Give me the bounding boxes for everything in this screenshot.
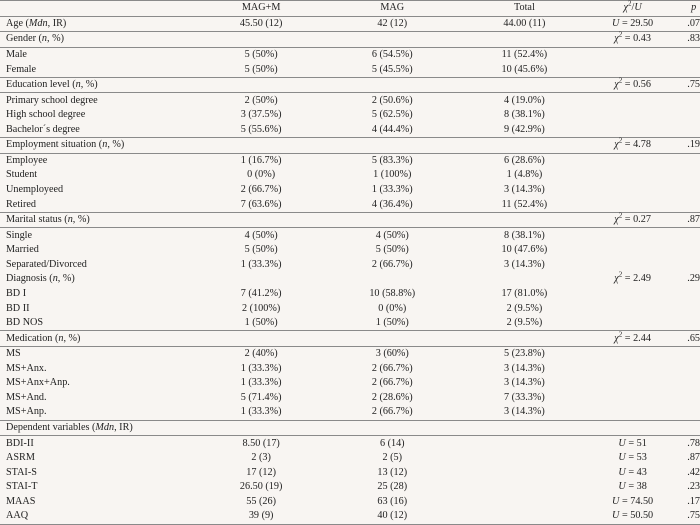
- table-row: [0, 495, 700, 510]
- mag-m-value: [203, 331, 314, 347]
- table-row: [0, 168, 700, 183]
- p-value: [681, 316, 700, 331]
- p-value: .75: [681, 77, 700, 93]
- total-value: 17 (81.0%): [501, 287, 548, 299]
- p-value: [681, 108, 700, 123]
- total-value: [465, 77, 578, 93]
- mag-m-value: 2 (50%): [203, 93, 314, 108]
- p-value: [681, 168, 700, 183]
- p-value: [681, 62, 700, 77]
- total-value: 3 (14.3%): [504, 258, 545, 270]
- test-statistic: U = 74.50: [612, 495, 654, 507]
- total-value: 5 (23.8%): [465, 346, 578, 361]
- total-value: [465, 465, 578, 480]
- p-value: [681, 93, 700, 108]
- mag-m-value: 1 (50%): [244, 317, 278, 329]
- mag-value: 2 (28.6%): [371, 391, 413, 403]
- mag-m-value: 8.50 (17): [203, 436, 314, 451]
- mag-value: 3 (60%): [314, 346, 465, 361]
- test-statistic: $\chi^2 = 0.43$: [578, 32, 681, 48]
- table-group-row: [0, 138, 700, 154]
- total-value: [465, 495, 578, 510]
- table-row: [0, 391, 700, 406]
- p-value: .29: [687, 273, 700, 285]
- mag-m-value: 45.50 (12): [203, 16, 314, 32]
- mag-value: 2 (66.7%): [371, 258, 413, 270]
- test-statistic: [578, 228, 681, 243]
- test-statistic: [578, 168, 681, 183]
- test-statistic: $\chi^2 = 0.56$: [578, 77, 681, 93]
- table-row: [0, 346, 700, 361]
- total-value: 3 (14.3%): [504, 377, 545, 389]
- mag-value: 13 (12): [377, 466, 408, 478]
- mag-m-value: 39 (9): [203, 509, 314, 524]
- mag-m-value: 1 (33.3%): [240, 377, 282, 389]
- total-value: [465, 451, 578, 466]
- row-label: ASRM: [6, 452, 35, 464]
- row-label: Single: [0, 228, 203, 243]
- p-value: [681, 183, 700, 198]
- p-value: [681, 346, 700, 361]
- total-value: [465, 436, 578, 451]
- row-label: BDI-II: [0, 436, 203, 451]
- mag-m-value: 5 (50%): [244, 244, 278, 256]
- mag-m-value: 7 (41.2%): [240, 287, 282, 299]
- mag-m-value: 55 (26): [246, 495, 276, 507]
- p-value: [681, 197, 700, 212]
- test-statistic: $\chi^2 = 4.78$: [578, 138, 681, 154]
- table-body: [0, 16, 700, 524]
- row-label: Female: [6, 63, 36, 75]
- test-statistic: [578, 391, 681, 406]
- group-label: Employment situation (n, %): [0, 138, 203, 154]
- test-statistic: [578, 123, 681, 138]
- header-p: p: [681, 1, 700, 17]
- test-statistic: [578, 47, 681, 62]
- mag-m-value: [203, 77, 314, 93]
- header-variable: [0, 1, 203, 17]
- table-group-row: [0, 212, 700, 228]
- table-row: [0, 228, 700, 243]
- mag-m-value: 0 (0%): [247, 169, 276, 181]
- mag-value: 4 (50%): [314, 228, 465, 243]
- row-label: Unemployeed: [6, 184, 64, 196]
- group-label: Gender (n, %): [0, 32, 203, 48]
- p-value: .17: [687, 495, 700, 507]
- p-value: [681, 301, 700, 316]
- p-value: .19: [681, 138, 700, 154]
- table-row: [0, 451, 700, 466]
- row-label: Employee: [0, 153, 203, 168]
- row-label: Married: [6, 244, 39, 256]
- header-stat: $\chi^2/U$: [578, 1, 681, 17]
- mag-value: 10 (58.8%): [369, 287, 416, 299]
- total-value: [465, 480, 578, 495]
- mag-value: [314, 138, 465, 154]
- mag-value: 4 (44.4%): [371, 123, 413, 135]
- mag-value: 2 (66.7%): [371, 362, 413, 374]
- table-row: [0, 465, 700, 480]
- test-statistic: U = 43: [618, 466, 647, 478]
- mag-value: 6 (54.5%): [314, 47, 465, 62]
- total-value: 1 (4.8%): [506, 169, 543, 181]
- p-value: [681, 123, 700, 138]
- mag-value: [314, 32, 465, 48]
- mag-value: [314, 212, 465, 228]
- row-label: Male: [0, 47, 203, 62]
- table-row: [0, 287, 700, 302]
- mag-m-value: 26.50 (19): [239, 481, 283, 493]
- p-value: .75: [681, 509, 700, 524]
- p-value: [681, 376, 700, 391]
- total-value: 4 (19.0%): [465, 93, 578, 108]
- total-value: [465, 272, 578, 287]
- table-group-row: [0, 16, 700, 32]
- test-statistic: [578, 243, 681, 258]
- total-value: 2 (9.5%): [506, 317, 543, 329]
- table-row: [0, 316, 700, 331]
- total-value: [465, 138, 578, 154]
- group-label: Marital status (n, %): [0, 212, 203, 228]
- table-group-row: [0, 32, 700, 48]
- mag-value: [314, 420, 465, 436]
- p-value: .87: [687, 452, 700, 464]
- p-value: .07: [681, 16, 700, 32]
- total-value: 10 (47.6%): [501, 244, 548, 256]
- mag-m-value: 2 (100%): [242, 302, 281, 314]
- p-value: .87: [681, 212, 700, 228]
- p-value: .83: [681, 32, 700, 48]
- mag-value: 1 (33.3%): [371, 184, 413, 196]
- group-label: Dependent variables (Mdn, IR): [0, 420, 203, 436]
- mag-m-value: 7 (63.6%): [240, 198, 282, 210]
- row-label: MS+Anx.: [6, 362, 47, 374]
- row-label: Separated/Divorced: [6, 258, 87, 270]
- mag-m-value: 3 (37.5%): [240, 109, 282, 121]
- table-row: [0, 123, 700, 138]
- total-value: [465, 32, 578, 48]
- mag-m-value: 2 (3): [251, 452, 271, 464]
- test-statistic: U = 38: [618, 481, 647, 493]
- mag-value: 0 (0%): [378, 302, 407, 314]
- mag-value: 1 (50%): [375, 317, 409, 329]
- row-label: Retired: [6, 198, 36, 210]
- mag-value: 5 (83.3%): [314, 153, 465, 168]
- mag-value: 40 (12): [314, 509, 465, 524]
- p-value: [681, 243, 700, 258]
- table-row: [0, 480, 700, 495]
- group-label: Diagnosis (n, %): [6, 273, 75, 285]
- mag-m-value: 17 (12): [246, 466, 276, 478]
- mag-value: 5 (62.5%): [371, 109, 413, 121]
- p-value: [681, 258, 700, 273]
- p-value: [681, 287, 700, 302]
- mag-value: 5 (50%): [375, 244, 409, 256]
- test-statistic: [578, 301, 681, 316]
- row-label: MAAS: [6, 495, 36, 507]
- total-value: [465, 420, 578, 436]
- mag-m-value: 1 (33.3%): [240, 258, 282, 270]
- row-label: MS+And.: [6, 391, 47, 403]
- row-label: BD NOS: [6, 317, 44, 329]
- table-row: [0, 183, 700, 198]
- total-value: 7 (33.3%): [504, 391, 545, 403]
- mag-m-value: 2 (40%): [203, 346, 314, 361]
- mag-value: 6 (14): [314, 436, 465, 451]
- header-mag: MAG: [314, 1, 465, 17]
- total-value: 11 (52.4%): [465, 47, 578, 62]
- table-group-row: [0, 420, 700, 436]
- row-label: STAI-T: [6, 481, 38, 493]
- table-row: [0, 258, 700, 273]
- mag-value: 2 (50.6%): [314, 93, 465, 108]
- test-statistic: [578, 287, 681, 302]
- header-mag-m: MAG+M: [203, 1, 314, 17]
- p-value: [681, 391, 700, 406]
- mag-m-value: 2 (66.7%): [240, 184, 282, 196]
- table-row: [0, 47, 700, 62]
- header-row: [0, 1, 700, 17]
- row-label: MS+Anp.: [6, 406, 47, 418]
- mag-m-value: 5 (50%): [203, 47, 314, 62]
- test-statistic: [578, 197, 681, 212]
- p-value: [681, 228, 700, 243]
- test-statistic: [578, 258, 681, 273]
- header-total: Total: [465, 1, 578, 17]
- mag-value: 4 (36.4%): [371, 198, 413, 210]
- p-value: [681, 420, 700, 436]
- mag-value: [314, 272, 465, 287]
- p-value: [681, 47, 700, 62]
- mag-value: 5 (45.5%): [371, 63, 413, 75]
- test-statistic: [578, 420, 681, 436]
- mag-m-value: 1 (16.7%): [203, 153, 314, 168]
- row-label: STAI-S: [6, 466, 37, 478]
- total-value: 10 (45.6%): [501, 63, 548, 75]
- mag-m-value: [203, 32, 314, 48]
- mag-value: 2 (66.7%): [371, 377, 413, 389]
- total-value: 9 (42.9%): [504, 123, 545, 135]
- p-value: .42: [687, 466, 700, 478]
- total-value: [465, 331, 578, 347]
- table-row: [0, 405, 700, 420]
- row-label: BD II: [6, 302, 30, 314]
- row-label: Primary school degree: [0, 93, 203, 108]
- test-statistic: [578, 108, 681, 123]
- total-value: [465, 509, 578, 524]
- p-value: [681, 153, 700, 168]
- mag-m-value: [203, 212, 314, 228]
- row-label: High school degree: [6, 109, 86, 121]
- mag-m-value: 5 (50%): [244, 63, 278, 75]
- test-statistic: $\chi^2 = 2.49$: [614, 271, 651, 285]
- mag-value: 42 (12): [314, 16, 465, 32]
- group-label: Age (Mdn, IR): [0, 16, 203, 32]
- group-label: Medication (n, %): [0, 331, 203, 347]
- row-label: Bachelor´s degree: [6, 123, 80, 135]
- mag-m-value: 5 (71.4%): [240, 391, 282, 403]
- test-statistic: U = 53: [618, 452, 647, 464]
- mag-value: [314, 331, 465, 347]
- mag-value: [314, 77, 465, 93]
- total-value: 3 (14.3%): [504, 184, 545, 196]
- group-label: Education level (n, %): [0, 77, 203, 93]
- table-group-row: [0, 77, 700, 93]
- table-group-row: [0, 272, 700, 287]
- p-value: .65: [681, 331, 700, 347]
- table-row: [0, 436, 700, 451]
- mag-m-value: 5 (55.6%): [240, 123, 282, 135]
- table-group-row: [0, 331, 700, 347]
- p-value: .78: [681, 436, 700, 451]
- mag-value: 2 (66.7%): [371, 406, 413, 418]
- test-statistic: [578, 346, 681, 361]
- table-row: [0, 62, 700, 77]
- mag-m-value: 1 (33.3%): [240, 406, 282, 418]
- test-statistic: U = 50.50: [578, 509, 681, 524]
- mag-m-value: 1 (33.3%): [240, 362, 282, 374]
- test-statistic: U = 51: [578, 436, 681, 451]
- total-value: 44.00 (11): [465, 16, 578, 32]
- row-label: MS+Anx+Anp.: [6, 377, 70, 389]
- mag-value: 25 (28): [377, 481, 408, 493]
- mag-value: 1 (100%): [373, 169, 412, 181]
- row-label: MS: [0, 346, 203, 361]
- test-statistic: $\chi^2 = 0.27$: [578, 212, 681, 228]
- test-statistic: [578, 405, 681, 420]
- table-row: [0, 362, 700, 377]
- total-value: 3 (14.3%): [504, 406, 545, 418]
- test-statistic: [578, 316, 681, 331]
- table-row: [0, 376, 700, 391]
- table-row: [0, 153, 700, 168]
- mag-m-value: [203, 272, 314, 287]
- row-label: Student: [6, 169, 38, 181]
- total-value: [465, 212, 578, 228]
- total-value: 8 (38.1%): [465, 228, 578, 243]
- test-statistic: $\chi^2 = 2.44$: [578, 331, 681, 347]
- p-value: .23: [687, 481, 700, 493]
- total-value: 3 (14.3%): [504, 362, 545, 374]
- total-value: 2 (9.5%): [506, 302, 543, 314]
- total-value: 6 (28.6%): [465, 153, 578, 168]
- test-statistic: [578, 362, 681, 377]
- mag-value: 2 (5): [382, 452, 403, 464]
- table-row: [0, 197, 700, 212]
- test-statistic: U = 29.50: [578, 16, 681, 32]
- mag-m-value: [203, 420, 314, 436]
- mag-value: 63 (16): [377, 495, 408, 507]
- p-value: [681, 405, 700, 420]
- test-statistic: [578, 93, 681, 108]
- p-value: [681, 362, 700, 377]
- test-statistic: [578, 153, 681, 168]
- test-statistic: [578, 376, 681, 391]
- table-row: [0, 509, 700, 524]
- table-row: [0, 243, 700, 258]
- table-row: [0, 93, 700, 108]
- mag-m-value: [203, 138, 314, 154]
- total-value: 11 (52.4%): [501, 198, 548, 210]
- table-row: [0, 301, 700, 316]
- test-statistic: [578, 183, 681, 198]
- total-value: 8 (38.1%): [504, 109, 545, 121]
- row-label: BD I: [6, 287, 27, 299]
- mag-m-value: 4 (50%): [203, 228, 314, 243]
- test-statistic: [578, 62, 681, 77]
- table-row: [0, 108, 700, 123]
- row-label: AAQ: [0, 509, 203, 524]
